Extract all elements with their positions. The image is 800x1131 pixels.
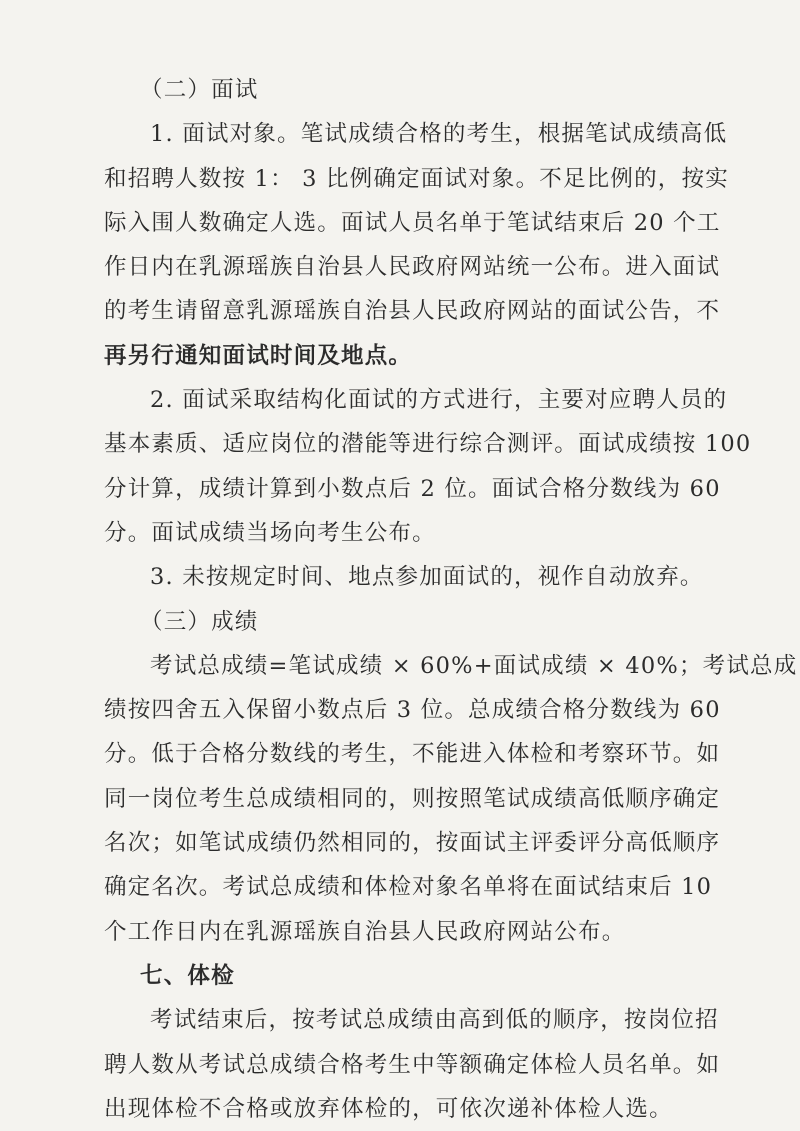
paragraph-line: 和招聘人数按 1： 3 比例确定面试对象。不足比例的，按实 (104, 165, 729, 192)
paragraph-line: 1. 面试对象。笔试成绩合格的考生，根据笔试成绩高低 (150, 121, 728, 148)
paragraph-line: 的考生请留意乳源瑶族自治县人民政府网站的面试公告，不 (104, 298, 721, 325)
paragraph-line: 分。面试成绩当场向考生公布。 (104, 519, 436, 546)
section-heading-medical-exam: 七、体检 (140, 962, 235, 989)
section-heading-interview: （二）面试 (140, 77, 259, 103)
paragraph-line: 际入围人数确定人选。面试人员名单于笔试结束后 20 个工 (104, 209, 721, 236)
paragraph-line: 个工作日内在乳源瑶族自治县人民政府网站公布。 (104, 918, 626, 945)
paragraph-line: 2. 面试采取结构化面试的方式进行，主要对应聘人员的 (150, 387, 728, 414)
paragraph-line: 名次；如笔试成绩仍然相同的，按面试主评委评分高低顺序 (104, 830, 721, 857)
paragraph-line: 同一岗位考生总成绩相同的，则按照笔试成绩高低顺序确定 (104, 785, 721, 812)
paragraph-line: 分计算，成绩计算到小数点后 2 位。面试合格分数线为 60 (104, 475, 721, 502)
section-heading-scores: （三）成绩 (140, 608, 259, 635)
paragraph-line: 绩按四舍五入保留小数点后 3 位。总成绩合格分数线为 60 (104, 697, 721, 724)
paragraph-line: 出现体检不合格或放弃体检的，可依次递补体检人选。 (104, 1095, 673, 1122)
paragraph-line: 分。低于合格分数线的考生，不能进入体检和考察环节。如 (104, 741, 721, 768)
paragraph-line: 再另行通知面试时间及地点。 (104, 342, 413, 369)
paragraph-line: 考试总成绩=笔试成绩 × 60%+面试成绩 × 40%；考试总成 (150, 652, 798, 679)
paragraph-line: 作日内在乳源瑶族自治县人民政府网站统一公布。进入面试 (104, 254, 721, 281)
paragraph-line: 聘人数从考试总成绩合格考生中等额确定体检人员名单。如 (104, 1051, 721, 1078)
paragraph-line: 确定名次。考试总成绩和体检对象名单将在面试结束后 10 (104, 874, 713, 901)
paragraph-line: 3. 未按规定时间、地点参加面试的，视作自动放弃。 (150, 564, 704, 591)
paragraph-line: 考试结束后，按考试总成绩由高到低的顺序，按岗位招 (150, 1007, 719, 1034)
paragraph-line: 基本素质、适应岗位的潜能等进行综合测评。面试成绩按 100 (104, 431, 752, 458)
